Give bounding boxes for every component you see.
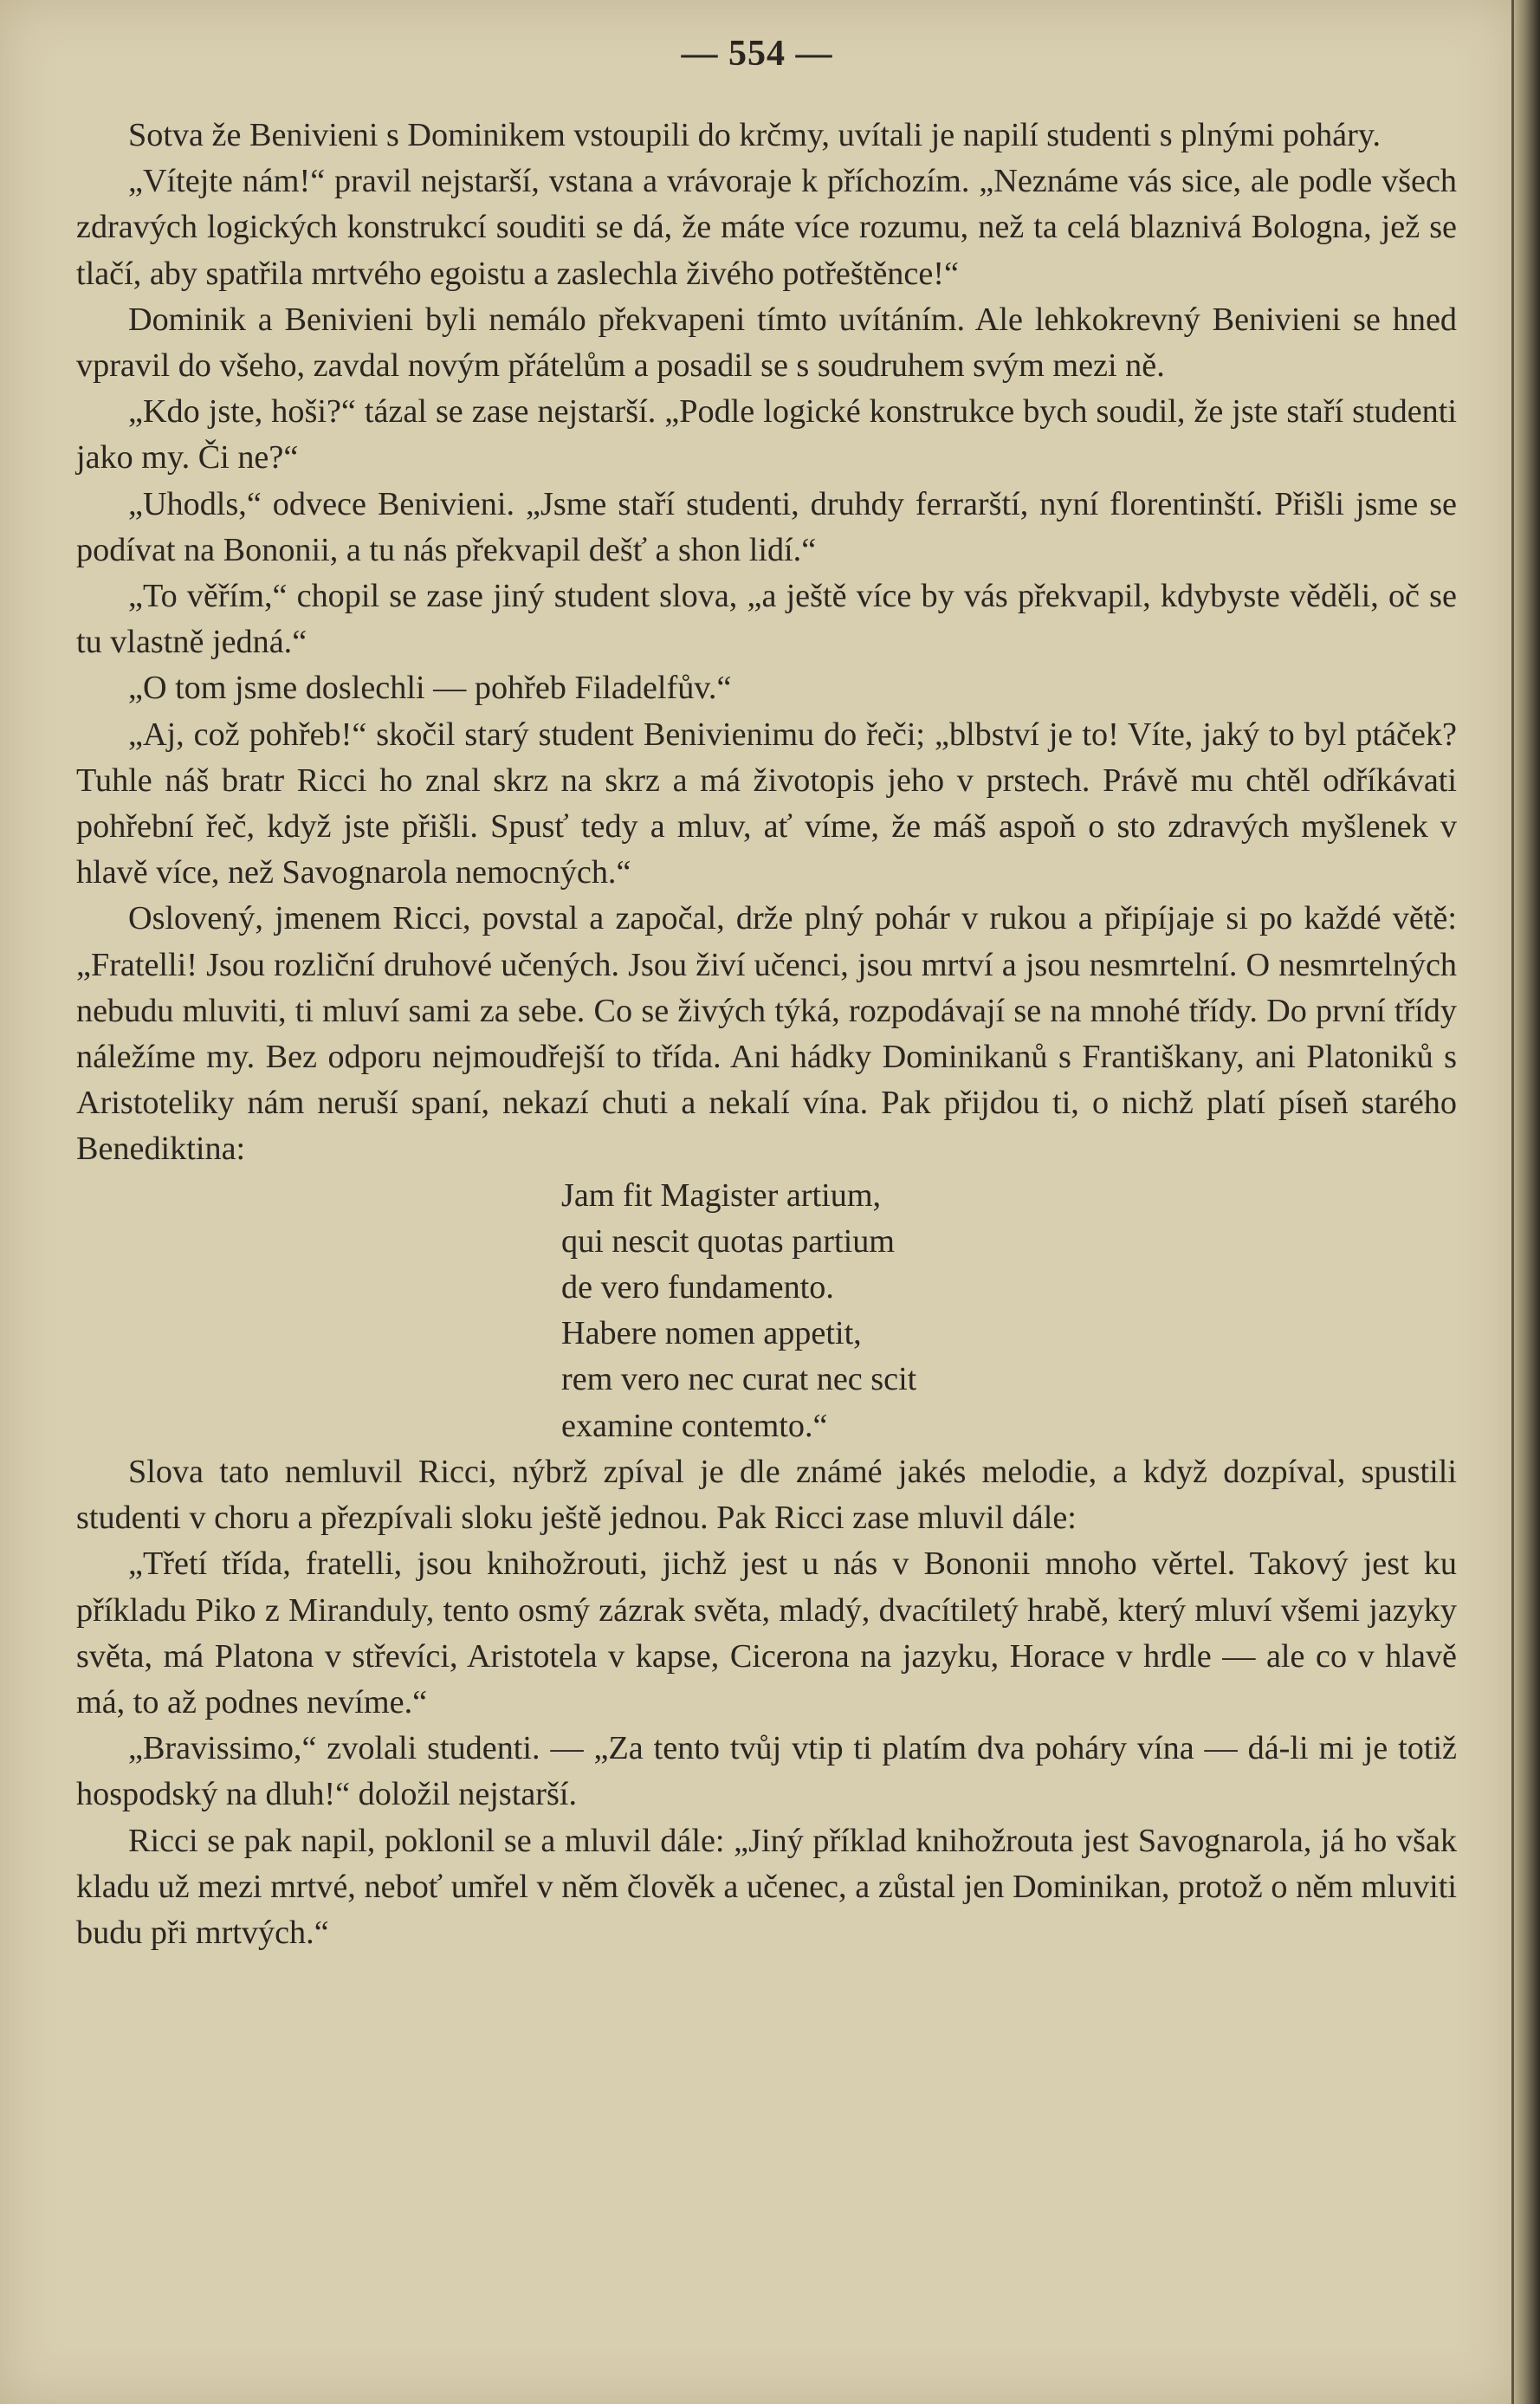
paragraph: „Aj, což pohřeb!“ skočil starý student Benivienimu do řeči; „blbství je to! Víte, jaký to byl ptáček? Tuhle náš bratr Ricci ho znal skrz na skrz a má životopis jeho v prstech. Právě mu chtěl odříkávati pohřební řeč, když jste přišli. Spusť tedy a mluv, ať víme, že máš aspoň o sto zdravých myšlenek v hlavě více, než Savognarola nemocných.“ bbox=[76, 716, 1457, 891]
paragraph: „Vítejte nám!“ pravil nejstarší, vstana a vrávoraje k příchozím. „Neznáme vás sice, ale podle všech zdravých logických konstrukcí souditi se dá, že máte více rozumu, než ta celá blaznivá Bologna, jež se tlačí, aby spatřila mrtvého egoistu a zaslechla živého potřeštěnce!“ bbox=[76, 163, 1457, 292]
paragraph: „To věřím,“ chopil se zase jiný student slova, „a ještě více by vás překvapil, kdybyste věděli, oč se tu vlastně jedná.“ bbox=[76, 578, 1457, 661]
verse-line: qui nescit quotas partium bbox=[561, 1222, 895, 1260]
book-spine-edge bbox=[1514, 0, 1540, 2404]
latin-verse bbox=[561, 1173, 1457, 1449]
page-number: — 554 — bbox=[681, 34, 833, 74]
paragraph: Oslovený, jmenem Ricci, povstal a započal, drže plný pohár v rukou a připíjaje si po každé větě: „Fratelli! Jsou rozliční druhové učených. Jsou živí učenci, jsou mrtví a jsou nesmrtelní. O nesmrtelných nebudu mluviti, ti mluví sami za sebe. Co se živých týká, rozpodávají se na mnohé třídy. Do první třídy náležíme my. Bez odporu nejmoudřejší to třída. Ani hádky Dominikanů s Františkany, ani Platoniků s Aristoteliky nám neruší spaní, nekazí chuti a nekalí vína. Pak přijdou ti, o nichž platí píseň starého Benediktina: bbox=[76, 900, 1457, 1168]
paragraph: „Bravissimo,“ zvolali studenti. — „Za tento tvůj vtip ti platím dva poháry vína — dá-li mi je totiž hospodský na dluh!“ doložil nejstarší. bbox=[76, 1730, 1457, 1813]
paragraph: „Třetí třída, fratelli, jsou knihožrouti, jichž jest u nás v Bononii mnoho věrtel. Takový jest ku příkladu Piko z Miranduly, tento osmý zázrak světa, mladý, dvacítiletý hrabě, který mluví všemi jazyky světa, má Platona v střevíci, Aristotela v kapse, Cicerona na jazyku, Horace v hrdle — ale co v hlavě má, to až podnes nevíme.“ bbox=[76, 1545, 1457, 1720]
paragraph: Slova tato nemluvil Ricci, nýbrž zpíval je dle známé jakés melodie, a když dozpíval, spustili studenti v choru a přezpívali sloku ještě jednou. Pak Ricci zase mluvil dále: bbox=[76, 1453, 1457, 1537]
paragraph: „Kdo jste, hoši?“ tázal se zase nejstarší. „Podle logické konstrukce bych soudil, že jste staří studenti jako my. Či ne?“ bbox=[76, 393, 1457, 476]
paragraph: Sotva že Benivieni s Dominikem vstoupili do krčmy, uvítali je napilí studenti s plnými poháry. bbox=[128, 117, 1381, 153]
paragraph: „O tom jsme doslechli — pohřeb Filadelfův.“ bbox=[128, 670, 732, 707]
verse-line: Jam fit Magister artium, bbox=[561, 1176, 882, 1214]
paragraph: Ricci se pak napil, poklonil se a mluvil dále: „Jiný příklad knihožrouta jest Savognarola, já ho však kladu už mezi mrtvé, neboť umřel v něm člověk a učenec, a zůstal jen Dominikan, protož o něm mluviti budu při mrtvých.“ bbox=[76, 1822, 1457, 1951]
page-text bbox=[76, 113, 1457, 1956]
verse-line: de vero fundamento. bbox=[561, 1269, 834, 1306]
verse-line: Habere nomen appetit, bbox=[561, 1315, 862, 1352]
verse-line: rem vero nec curat nec scit bbox=[561, 1361, 917, 1398]
verse-line: examine contemto.“ bbox=[561, 1407, 828, 1444]
paragraph: „Uhodls,“ odvece Benivieni. „Jsme staří studenti, druhdy ferrarští, nyní florentinští. Přišli jsme se podívat na Bononii, a tu nás překvapil dešť a shon lidí.“ bbox=[76, 485, 1457, 568]
paragraph: Dominik a Benivieni byli nemálo překvapeni tímto uvítáním. Ale lehkokrevný Benivieni se hned vpravil do všeho, zavdal novým přátelům a posadil se s soudruhem svým mezi ně. bbox=[76, 301, 1457, 385]
